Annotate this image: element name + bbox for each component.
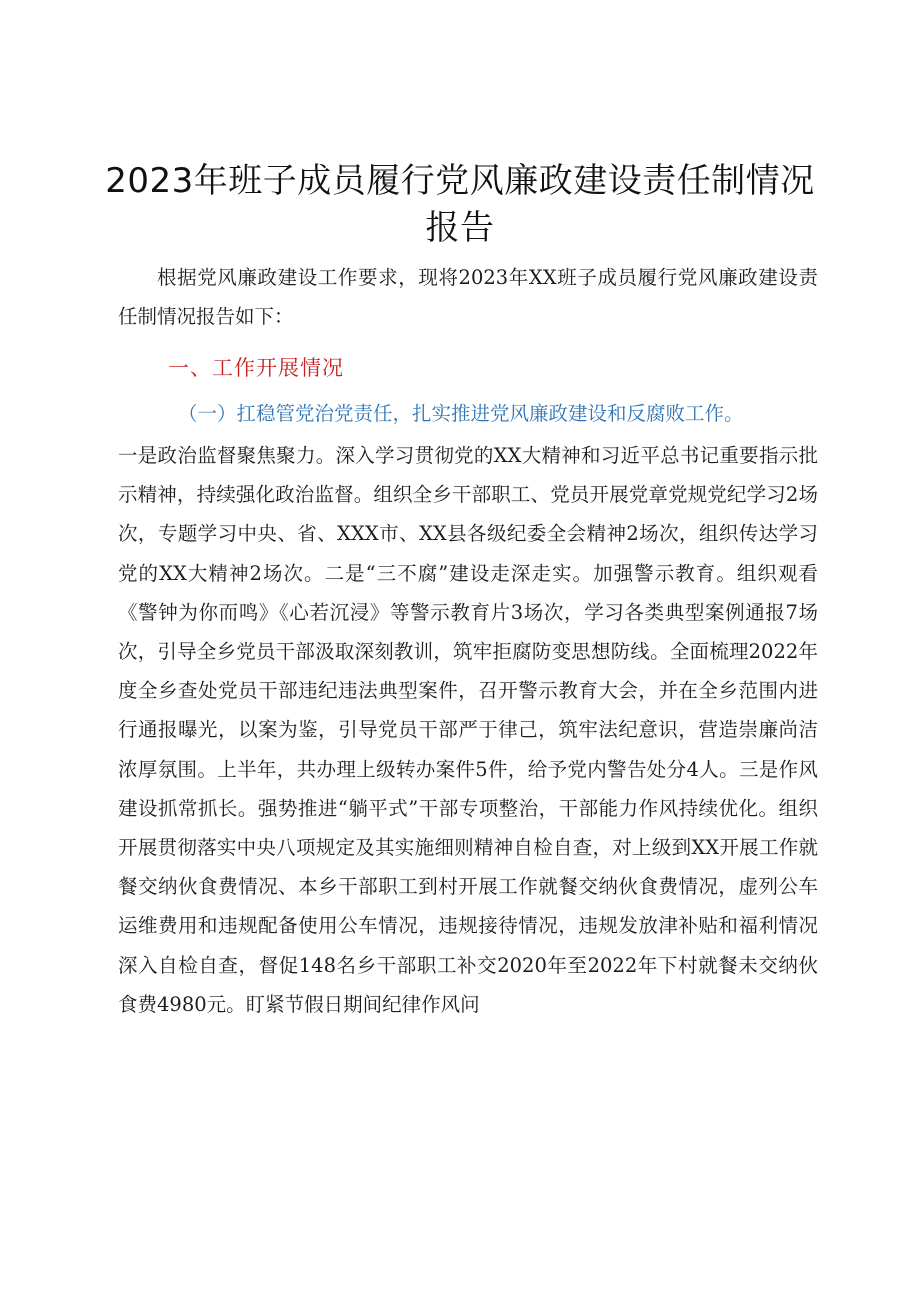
intro-paragraph: 根据党风廉政建设工作要求，现将2023年XX班子成员履行党风廉政建设责任制情况报告如下： [118,266,818,329]
subsection-heading: （一）扛稳管党治党责任，扎实推进党风廉政建设和反腐败工作。 [178,402,744,425]
document-title: 2023年班子成员履行党风廉政建设责任制情况报告 [105,161,815,248]
body-paragraph: 一是政治监督聚焦聚力。深入学习贯彻党的XX大精神和习近平总书记重要指示批示精神，持续强化政治监督。组织全乡干部职工、党员开展党章党规党纪学习2场次，专题学习中央、省、XXX市、XX县各级纪委全会精神2场次，组织传达学习党的XX大精神2场次。二是“三不腐”建设走深走实。加强警示教育。组织观看《警钟为你而鸣》《心若沉浸》等警示教育片3场次，学习各类典型案例通报7场次，引导全乡党员干部汲取深刻教训，筑牢拒腐防变思想防线。全面梳理2022年度全乡查处党员干部违纪违法典型案件，召开警示教育大会，并在全乡范围内进行通报曝光，以案为鉴，引导党员干部严于律己，筑牢法纪意识，营造崇廉尚洁浓厚氛围。上半年，共办理上级转办案件5件，给予党内警告处分4人。三是作风建设抓常抓长。强势推进“躺平式”干部专项整治，干部能力作风持续优化。组织开展贯彻落实中央八项规定及其实施细则精神自检自查，对上级到XX开展工作就餐交纳伙食费情况、本乡干部职工到村开展工作就餐交纳伙食费情况，虚列公车运维费用和违规配备使用公车情况，违规接待情况，违规发放津补贴和福利情况深入自检自查，督促148名乡干部职工补交2020年至2022年下村就餐未交纳伙食费4980元。盯紧节假日期间纪律作风问 [118,444,818,1016]
section-heading: 一、工作开展情况 [168,356,344,380]
